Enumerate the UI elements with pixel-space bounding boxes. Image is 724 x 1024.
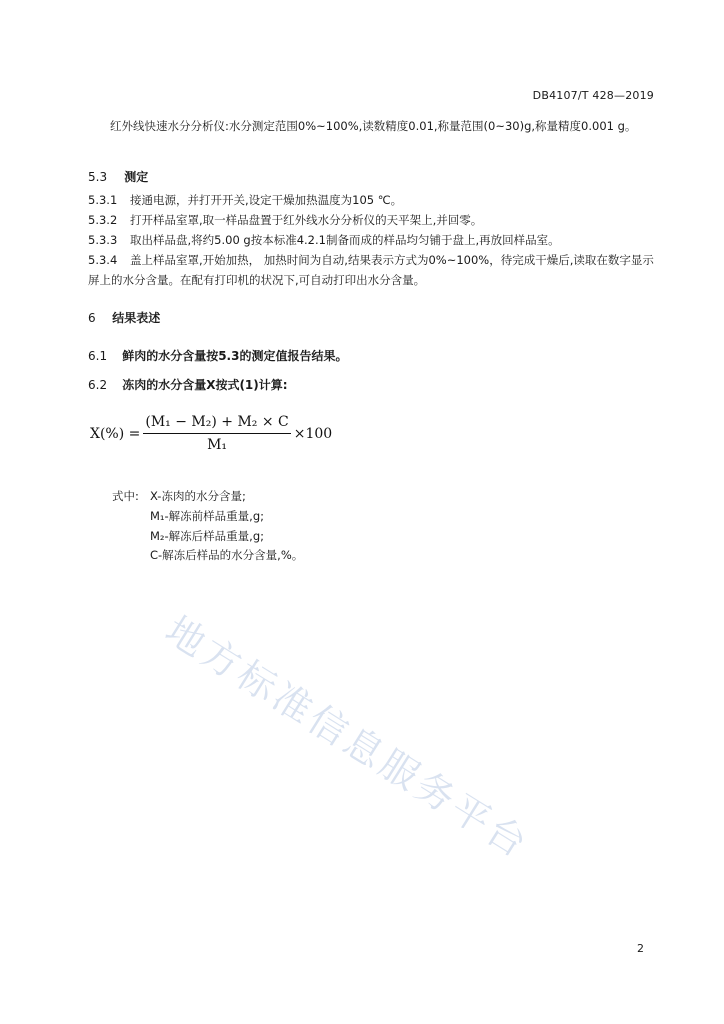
legend-item: M₁-解冻前样品重量,g; [150, 509, 265, 523]
formula-numerator: (M₁ − M₂) + M₂ × C [145, 414, 289, 430]
clause-text: 冻肉的水分含量X按式(1)计算: [122, 378, 288, 392]
section-number: 5.3 [88, 170, 108, 184]
clause-text: 鲜肉的水分含量按5.3的测定值报告结果。 [122, 349, 348, 363]
step-number: 5.3.4 [88, 253, 118, 267]
formula-tail: ×100 [293, 425, 333, 442]
watermark-text: 地方标准信息服务平台 [157, 607, 538, 868]
section-title: 测定 [124, 170, 149, 184]
step-text: 盖上样品室罩,开始加热， 加热时间为自动,结果表示方式为0%~100%，待完成干燥后,读取在数字显示屏上的水分含量。在配有打印机的状况下,可自动打印出水分含量。 [88, 253, 654, 287]
legend-item: X-冻肉的水分含量; [150, 489, 246, 503]
formula-fraction [143, 414, 290, 453]
section-title: 结果表述 [112, 311, 161, 325]
clause-6-2 [88, 376, 288, 393]
section-6-heading [88, 309, 160, 326]
clause-number: 6.2 [88, 378, 108, 392]
formula-lhs: X(%) = [90, 425, 141, 442]
step-text: 打开样品室罩,取一样品盘置于红外线水分分析仪的天平架上,并回零。 [130, 213, 483, 227]
step-5-3-2 [88, 210, 658, 230]
step-number: 5.3.3 [88, 233, 118, 247]
step-5-3-3 [88, 230, 658, 250]
document-code: DB4107/T 428—2019 [532, 89, 654, 102]
clause-6-1 [88, 347, 347, 364]
step-text: 接通电源，并打开开关,设定干燥加热温度为105 ℃。 [130, 193, 403, 207]
section-5-3-heading [88, 168, 148, 185]
moisture-formula [90, 414, 332, 453]
intro-paragraph: 红外线快速水分分析仪:水分测定范围0%~100%,读数精度0.01,称量范围(0~30)g,称量精度0.001 g。 [110, 119, 637, 133]
section-number: 6 [88, 311, 96, 325]
step-5-3-4 [88, 250, 658, 290]
clause-number: 6.1 [88, 349, 108, 363]
legend-item: M₂-解冻后样品重量,g; [150, 529, 265, 543]
page-number: 2 [637, 942, 644, 955]
step-number: 5.3.1 [88, 193, 118, 207]
legend-lead: 式中: [112, 489, 139, 503]
legend-item: C-解冻后样品的水分含量,%。 [150, 548, 304, 562]
step-5-3-1 [88, 190, 658, 210]
step-text: 取出样品盘,将约5.00 g按本标准4.2.1制备而成的样品均匀铺于盘上,再放回样品室。 [130, 233, 560, 247]
step-number: 5.3.2 [88, 213, 118, 227]
formula-denominator: M₁ [143, 433, 290, 453]
